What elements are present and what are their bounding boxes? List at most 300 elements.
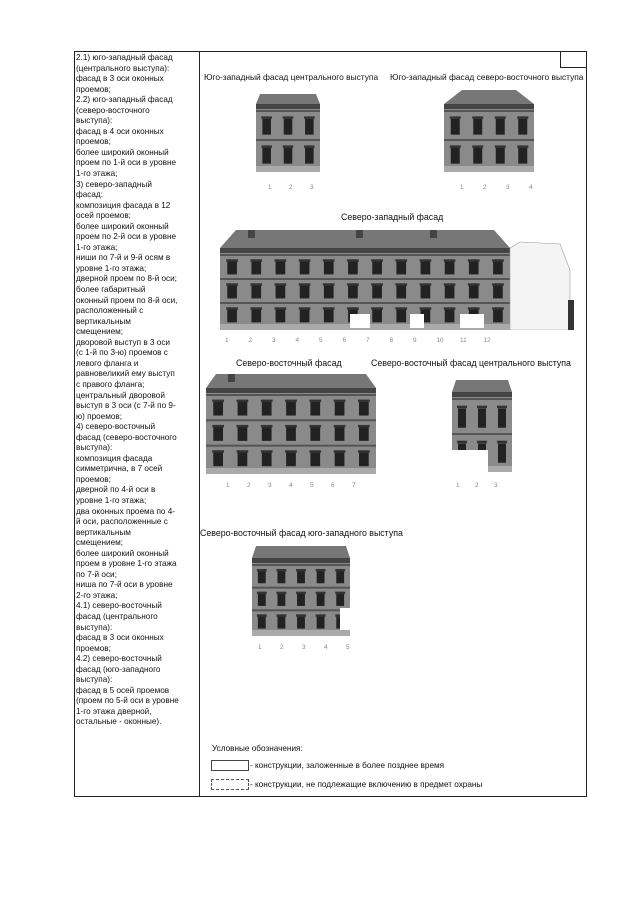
description-line: выступа): (76, 675, 113, 685)
description-line: ю) проемов; (76, 411, 123, 421)
axis-number: 1 (456, 482, 460, 489)
plinth (444, 166, 534, 172)
window (300, 309, 310, 322)
window (336, 571, 344, 583)
axis-number: 12 (483, 337, 491, 344)
description-line: 4.2) северо-восточный (76, 654, 162, 664)
description-line: 3) северо-западный (76, 179, 152, 189)
belt-course (444, 139, 534, 141)
window (262, 148, 271, 164)
axis-number: 4 (289, 482, 293, 489)
caption-sw-central: Юго-западный фасад центрального выступа (204, 72, 379, 82)
window (297, 616, 305, 628)
window (498, 409, 506, 428)
window-lintel (395, 283, 407, 286)
window-lintel (285, 425, 297, 428)
caption-sw-ne: Юго-западный фасад северо-восточного выступа (390, 72, 584, 82)
window (286, 427, 296, 441)
window (359, 402, 369, 416)
description-line: композиция фасада в 12 (76, 200, 171, 210)
legend-title: Условные обозначения: (212, 744, 303, 753)
description-line: выступа): (76, 443, 113, 453)
description-line: вертикальным (76, 316, 131, 326)
window (300, 285, 310, 298)
belt-course (220, 302, 510, 304)
window (348, 285, 358, 298)
description-line: по 7-й оси; (76, 569, 117, 579)
window-lintel (275, 283, 287, 286)
description-line: уровне 1-го этажа; (76, 263, 147, 273)
column-divider (199, 52, 200, 796)
description-line: дворовой выступ в 3 оси (76, 337, 171, 347)
window-lintel (371, 259, 383, 262)
window-lintel (226, 283, 238, 286)
description-line: проемов; (76, 643, 111, 653)
belt-course (252, 609, 350, 611)
window (493, 285, 503, 298)
window-lintel (304, 145, 315, 148)
description-line: фасад в 3 оси оконных (76, 74, 164, 84)
window-lintel (237, 400, 249, 403)
window-lintel (477, 441, 487, 444)
description-line: центральный дворовой (76, 390, 165, 400)
window-lintel (450, 145, 461, 148)
window (469, 285, 479, 298)
window (324, 261, 334, 274)
description-line: 2-го этажа; (76, 590, 118, 600)
description-line: симметрична, в 7 осей (76, 464, 163, 474)
blank-area (350, 314, 370, 328)
window (213, 427, 223, 441)
window-lintel (492, 283, 504, 286)
description-line: (с 1-й по 3-ю) проемов с (76, 348, 168, 358)
axis-number: 2 (475, 482, 479, 489)
window-lintel (468, 283, 480, 286)
window-lintel (495, 145, 506, 148)
axis-number: 5 (346, 644, 350, 651)
window-lintel (309, 450, 321, 453)
legend-dashed-text: - конструкции, не подлежащие включению в предмет охраны (250, 780, 483, 789)
window-lintel (358, 450, 370, 453)
axes-ne-central (456, 482, 513, 489)
window-lintel (444, 283, 456, 286)
axis-number: 10 (436, 337, 444, 344)
caption-ne-sw: Северо-восточный фасад юго-западного выступа (200, 528, 403, 538)
belt-course (444, 110, 534, 112)
window (359, 452, 369, 466)
description-line: 2.2) юго-западный фасад (76, 95, 173, 105)
axis-number: 4 (529, 184, 533, 191)
window (262, 119, 271, 135)
description-line: фасад в 3 оси оконных (76, 633, 164, 643)
description-line: оконный проем по 8-й оси, (76, 295, 178, 305)
window (493, 261, 503, 274)
window-lintel (347, 283, 359, 286)
blank-area (340, 608, 350, 630)
window (458, 409, 466, 428)
corner-box (560, 51, 587, 68)
axes-sw-ne (460, 184, 552, 191)
roof (452, 380, 512, 392)
window (277, 593, 285, 605)
window-lintel (276, 569, 286, 572)
description-line: (центрального выступа): (76, 63, 170, 73)
cornice (452, 392, 512, 397)
window-lintel (497, 441, 507, 444)
window-lintel (296, 569, 306, 572)
window (498, 444, 506, 463)
description-line: расположенный с (76, 306, 144, 316)
blank-area (460, 314, 484, 328)
belt-course (252, 564, 350, 566)
description-text (76, 53, 198, 728)
description-line: проем по 2-й оси в уровне (76, 232, 177, 242)
window-lintel (250, 283, 262, 286)
axis-number: 6 (331, 482, 335, 489)
window-lintel (275, 259, 287, 262)
window-lintel (472, 145, 483, 148)
belt-course (206, 394, 376, 396)
description-line: 4) северо-восточный (76, 422, 156, 432)
annex-post (568, 300, 574, 330)
window-lintel (495, 116, 506, 119)
caption-ne: Северо-восточный фасад (236, 358, 342, 368)
description-line: (проем по 5-й оси в уровне (76, 696, 179, 706)
axis-number: 8 (389, 337, 394, 344)
window-lintel (261, 425, 273, 428)
axis-number: 3 (310, 184, 314, 191)
window-lintel (358, 400, 370, 403)
axis-number: 11 (460, 337, 467, 344)
description-line: дверной по 4-й оси в (76, 485, 156, 495)
window-lintel (323, 307, 335, 310)
window-lintel (226, 259, 238, 262)
axis-number: 2 (247, 482, 251, 489)
description-line: проем по 1-й оси в уровне (76, 158, 177, 168)
annex (510, 242, 570, 330)
window-lintel (257, 569, 267, 572)
window (305, 119, 314, 135)
window-lintel (276, 592, 286, 595)
facade-drawing-ne-central (452, 380, 512, 472)
description-line: остальные - оконные). (76, 717, 162, 727)
description-line: проем в уровне 1-го этажа (76, 559, 177, 569)
window-lintel (309, 400, 321, 403)
window-lintel (472, 116, 483, 119)
window-lintel (420, 283, 432, 286)
description-line: 4.1) северо-восточный (76, 601, 162, 611)
window-lintel (257, 614, 267, 617)
window (277, 616, 285, 628)
window-lintel (237, 425, 249, 428)
window (227, 285, 237, 298)
chimney (356, 230, 363, 238)
roof (256, 94, 320, 104)
window (258, 571, 266, 583)
axes-ne-sw (258, 644, 368, 651)
window (396, 285, 406, 298)
window (310, 427, 320, 441)
axis-number: 2 (280, 644, 284, 651)
window (372, 261, 382, 274)
axis-number: 1 (258, 644, 262, 651)
window-lintel (276, 614, 286, 617)
description-line: ниши по 7-й и 9-й осям в (76, 253, 171, 263)
window (335, 452, 345, 466)
window-lintel (316, 569, 326, 572)
roof (444, 90, 534, 104)
window (310, 452, 320, 466)
window-lintel (257, 592, 267, 595)
window (286, 402, 296, 416)
description-line: проемов; (76, 137, 111, 147)
axis-number: 1 (225, 337, 229, 344)
window (493, 309, 503, 322)
axis-number: 3 (272, 337, 276, 344)
facade-drawing-sw-ne (444, 90, 534, 172)
window-lintel (283, 145, 294, 148)
window (335, 402, 345, 416)
roof (252, 546, 350, 558)
window (372, 285, 382, 298)
description-line: й оси, расположенные с (76, 517, 168, 527)
description-line: уровне 1-го этажа; (76, 495, 147, 505)
window (359, 427, 369, 441)
window-lintel (316, 592, 326, 595)
window-lintel (285, 400, 297, 403)
window-lintel (334, 450, 346, 453)
description-line: более габаритный (76, 285, 146, 295)
window (348, 261, 358, 274)
window-lintel (309, 425, 321, 428)
legend-solid-text: - конструкции, заложенные в более позднее время (250, 761, 445, 770)
description-line: левого фланга и (76, 358, 139, 368)
axes-ne (226, 482, 373, 489)
window (372, 309, 382, 322)
window (227, 261, 237, 274)
axis-number: 6 (342, 337, 347, 344)
window-lintel (347, 307, 359, 310)
description-line: 1-го этажа дверной, (76, 706, 152, 716)
axis-number: 4 (295, 337, 300, 344)
window (496, 119, 505, 135)
window-lintel (275, 307, 287, 310)
window-lintel (371, 283, 383, 286)
roof (220, 230, 510, 248)
description-line: более широкий оконный (76, 548, 169, 558)
axis-number: 9 (413, 337, 417, 344)
window-lintel (420, 259, 432, 262)
window-lintel (457, 441, 467, 444)
window (336, 593, 344, 605)
window-lintel (347, 259, 359, 262)
window-lintel (299, 259, 311, 262)
window (284, 148, 293, 164)
facade-drawing-nw (220, 230, 580, 330)
window-lintel (395, 307, 407, 310)
window (258, 593, 266, 605)
window-lintel (358, 425, 370, 428)
window-lintel (444, 259, 456, 262)
window (251, 309, 261, 322)
axis-number: 2 (248, 337, 253, 344)
axis-number: 7 (352, 482, 356, 489)
window-lintel (304, 116, 315, 119)
description-line: 2.1) юго-западный фасад (76, 53, 173, 62)
window-lintel (261, 400, 273, 403)
chimney (248, 230, 255, 238)
caption-ne-central: Северо-восточный фасад центрального выступа (371, 358, 571, 368)
description-line: проемов; (76, 474, 111, 484)
window (445, 261, 455, 274)
description-line: более широкий оконный (76, 221, 169, 231)
cornice (252, 558, 350, 563)
window (251, 285, 261, 298)
axis-number: 2 (483, 184, 487, 191)
window (262, 402, 272, 416)
window (238, 452, 248, 466)
window-lintel (237, 450, 249, 453)
window-lintel (261, 450, 273, 453)
belt-course (452, 398, 512, 400)
window (262, 427, 272, 441)
window (421, 261, 431, 274)
axis-number: 3 (506, 184, 510, 191)
window (396, 309, 406, 322)
window (518, 119, 527, 135)
window (238, 402, 248, 416)
axis-number: 1 (226, 482, 230, 489)
chimney (430, 230, 437, 238)
window (251, 261, 261, 274)
belt-course (220, 278, 510, 280)
window (238, 427, 248, 441)
description-line: выступа): (76, 116, 113, 126)
window-lintel (299, 307, 311, 310)
axis-number: 5 (319, 337, 323, 344)
caption-nw: Северо-западный фасад (341, 212, 444, 222)
axis-number: 1 (268, 184, 272, 191)
window-lintel (450, 116, 461, 119)
facade-drawing-sw-central (256, 94, 320, 172)
window-lintel (395, 259, 407, 262)
plinth (252, 630, 350, 636)
description-line: проемов; (76, 84, 111, 94)
window-lintel (335, 592, 345, 595)
window (469, 261, 479, 274)
window (300, 261, 310, 274)
window (227, 309, 237, 322)
window-lintel (492, 259, 504, 262)
description-line: дверной проем по 8-й оси; (76, 274, 177, 284)
window-lintel (335, 569, 345, 572)
description-line: два оконных проема по 4- (76, 506, 176, 516)
window-lintel (226, 307, 238, 310)
window (451, 148, 460, 164)
description-line: осей проемов; (76, 211, 131, 221)
chimney (228, 374, 235, 382)
cornice (206, 388, 376, 393)
window-lintel (250, 259, 262, 262)
window (473, 148, 482, 164)
description-line: равновеликий ему выступ (76, 369, 175, 379)
window (276, 261, 286, 274)
window (276, 309, 286, 322)
window (297, 571, 305, 583)
description-line: (северо-восточного (76, 105, 150, 115)
description-line: фасад (центрального (76, 611, 158, 621)
window (451, 119, 460, 135)
window-lintel (497, 406, 507, 409)
window-lintel (296, 614, 306, 617)
description-line: выступа): (76, 622, 113, 632)
window-lintel (517, 145, 528, 148)
window (324, 285, 334, 298)
belt-course (256, 139, 320, 141)
description-line: фасад в 4 оси оконных (76, 126, 164, 136)
window-lintel (477, 406, 487, 409)
window-lintel (261, 145, 272, 148)
window (276, 285, 286, 298)
window-lintel (334, 425, 346, 428)
description-line: фасад в 5 осей проемов (76, 685, 170, 695)
plinth (206, 468, 376, 474)
belt-course (206, 445, 376, 447)
axis-number: 3 (302, 644, 306, 651)
window-lintel (323, 259, 335, 262)
belt-course (206, 419, 376, 421)
window-lintel (283, 116, 294, 119)
window-lintel (468, 307, 480, 310)
description-line: смещением; (76, 327, 124, 337)
window-lintel (261, 116, 272, 119)
window (213, 452, 223, 466)
axis-number: 2 (289, 184, 293, 191)
description-line: фасад (юго-западного (76, 664, 161, 674)
axis-number: 4 (324, 644, 328, 651)
window-lintel (457, 406, 467, 409)
window (421, 285, 431, 298)
plinth (256, 166, 320, 172)
window (277, 571, 285, 583)
window (317, 593, 325, 605)
description-line: вертикальным (76, 527, 131, 537)
description-line: фасад (северо-восточного (76, 432, 177, 442)
window (317, 571, 325, 583)
window (310, 402, 320, 416)
window (335, 427, 345, 441)
window-lintel (296, 592, 306, 595)
window-lintel (517, 116, 528, 119)
description-line: ниша по 7-й оси в уровне (76, 580, 173, 590)
description-line: фасад: (76, 190, 103, 200)
description-line: смещением; (76, 538, 124, 548)
window (396, 261, 406, 274)
window (496, 148, 505, 164)
window (213, 402, 223, 416)
facade-drawing-ne (206, 374, 376, 474)
window (518, 148, 527, 164)
axis-number: 7 (366, 337, 370, 344)
window (473, 119, 482, 135)
window-lintel (371, 307, 383, 310)
window (262, 452, 272, 466)
belt-course (452, 433, 512, 435)
window (445, 285, 455, 298)
axis-number: 3 (494, 482, 498, 489)
axis-number: 5 (310, 482, 314, 489)
window (324, 309, 334, 322)
